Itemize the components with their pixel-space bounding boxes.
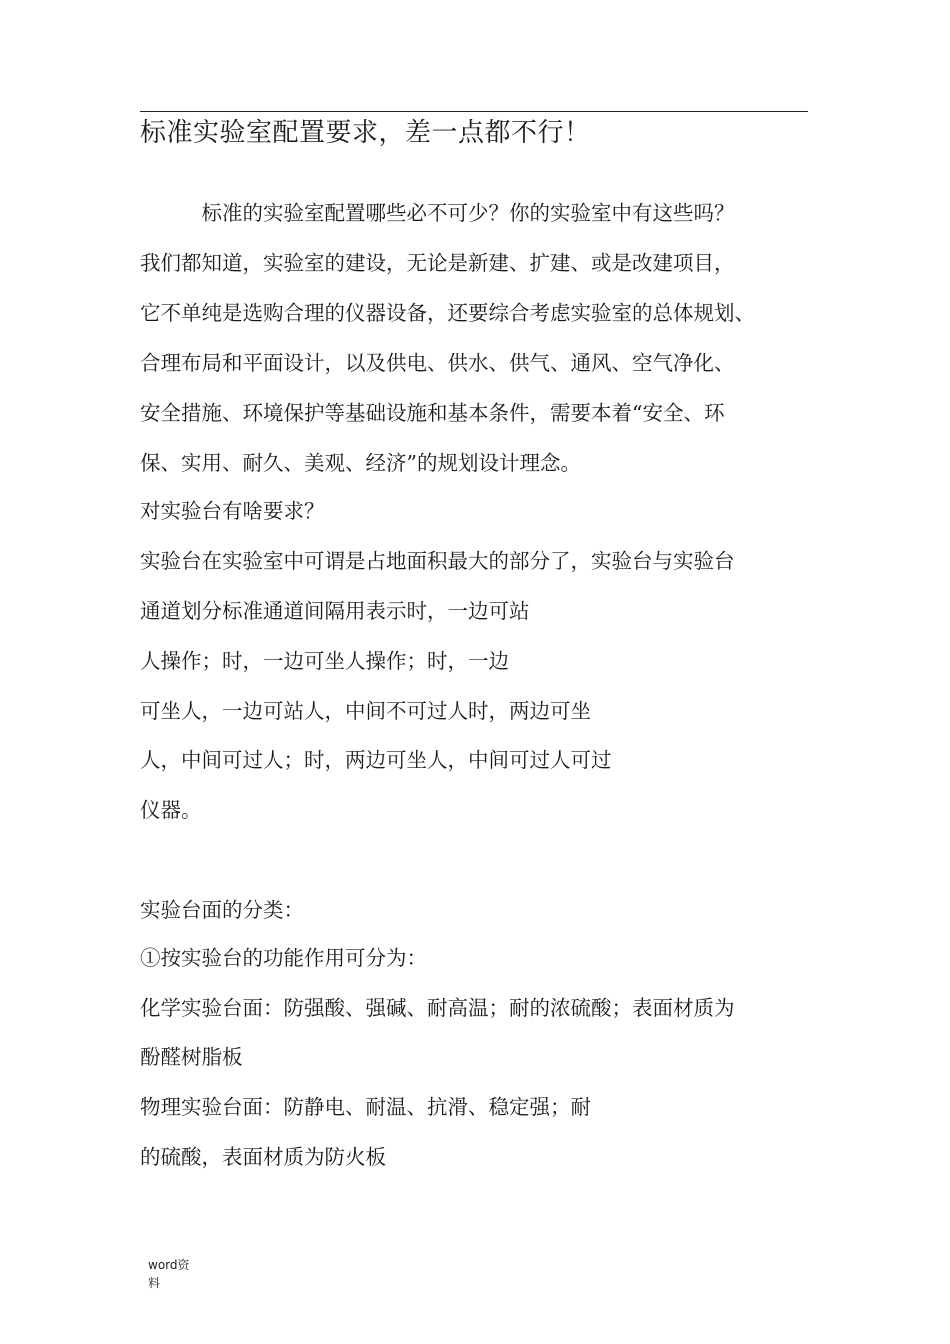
body-line: 酚醛树脂板 bbox=[140, 1045, 243, 1069]
footer-line: 料 bbox=[148, 1276, 161, 1290]
page-footer bbox=[148, 1256, 190, 1292]
body-line: 物理实验台面：防静电、耐温、抗滑、稳定强；耐 bbox=[140, 1095, 591, 1119]
body-line: ①按实验台的功能作用可分为： bbox=[140, 946, 427, 970]
body-line: 通道划分标准通道间隔用表示时，一边可站 bbox=[140, 599, 530, 623]
body-line: 我们都知道，实验室的建设，无论是新建、扩建、或是改建项目， bbox=[140, 251, 735, 275]
body-line: 人操作；时，一边可坐人操作；时，一边 bbox=[140, 649, 509, 673]
header-rule bbox=[140, 111, 808, 112]
body-line: 实验台在实验室中可谓是占地面积最大的部分了，实验台与实验台 bbox=[140, 549, 735, 573]
body-line: 对实验台有啥要求？ bbox=[140, 499, 325, 523]
body-line: 合理布局和平面设计，以及供电、供水、供气、通风、空气净化、 bbox=[140, 351, 735, 375]
body-line: 仪器。 bbox=[140, 798, 202, 822]
body-line: 的硫酸，表面材质为防火板 bbox=[140, 1145, 386, 1169]
footer-line: word资 bbox=[148, 1258, 190, 1272]
body-line: 它不单纯是选购合理的仪器设备，还要综合考虑实验室的总体规划、 bbox=[140, 301, 755, 325]
body-line: 保、实用、耐久、美观、经济”的规划设计理念。 bbox=[140, 451, 581, 475]
body-line: 实验台面的分类： bbox=[140, 898, 304, 922]
body-line: 化学实验台面：防强酸、强碱、耐高温；耐的浓硫酸；表面材质为 bbox=[140, 996, 735, 1020]
body-line: 可坐人，一边可站人，中间不可过人时，两边可坐 bbox=[140, 699, 591, 723]
body-line: 安全措施、环境保护等基础设施和基本条件，需要本着“安全、环 bbox=[140, 401, 725, 425]
body-line: 人，中间可过人；时，两边可坐人，中间可过人可过 bbox=[140, 748, 612, 772]
document-title: 标准实验室配置要求，差一点都不行！ bbox=[140, 118, 591, 148]
body-line: 标准的实验室配置哪些必不可少？你的实验室中有这些吗？ bbox=[140, 201, 735, 225]
